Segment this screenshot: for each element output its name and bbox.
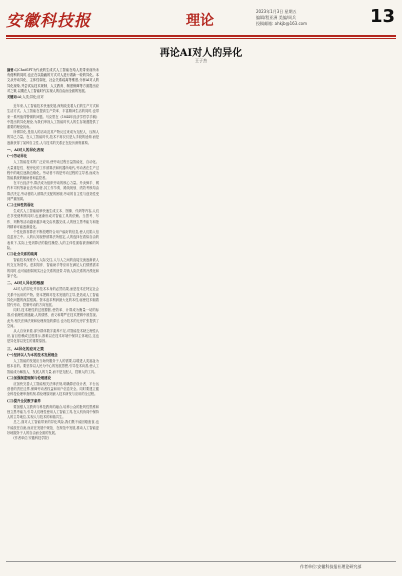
author-note: (作者单位:安徽科技学院)	[13, 436, 49, 441]
section-title: 理论	[186, 13, 214, 29]
column-1	[7, 68, 99, 558]
body-paragraph: 要加强人文教育与科技教育的融合,培养公众的批判性思维和独立思考能力,引导人们理性使用人工智能工具,在人机协同中保持人的主导地位,实现人与技术的和谐共生。	[7, 404, 99, 420]
masthead-logo: 安徽科技报	[6, 11, 92, 30]
keywords	[7, 95, 99, 100]
body-paragraph: 总之,面对人工智能带来的异化风险,我们既不能因噎废食,也不能放任自流,而应在发展中规范、在规范中发展,推动人工智能更好地服务于人的自由而全面的发展。	[7, 420, 99, 435]
abstract	[7, 68, 99, 94]
article-title: 再论AI对人的异化	[159, 48, 243, 59]
subsection-heading: (三)社会关系的疏离	[7, 251, 38, 256]
body-paragraph: 近年来,人工智能技术快速发展,深刻改变着人们的生产方式和生活方式。人工智能在提高生产效率、丰富精神生活的同时,也带来一系列值得警惕的问题。马克思在《1844年经济学哲学手稿》中提出的异化理论,为我们审视人工智能时代人的生存境遇提供了重要的理论视角。	[7, 104, 99, 130]
issue-date: 2023年1月3日 星期五	[256, 9, 297, 14]
article-author: 王子杰	[195, 58, 207, 63]
body-paragraph: AI对人的异化并非技术本身的必然结果,而是技术在特定社会关系中运用的产物。资本逻辑对技术发展的主导,是造成人工智能异化问题的深层根源。资本追求利润最大化的本性,驱使技术朝着替代劳动、控制劳动的方向发展。	[7, 287, 99, 307]
body-paragraph: 智能技术深度介入人际交往,人与人之间的直接交流逐渐被人机交互所替代。虚拟陪伴、智能助手等应用在满足人们情感需求的同时,也可能削弱现实社会关系的纽带,导致人际关系的冷漠化和原子化。	[7, 258, 99, 278]
section-heading: 一、AI对人的异化表现	[7, 147, 44, 152]
body-paragraph: 从人自身来看,部分群体数字素养不足,对智能技术缺乏理性认识,盲目依赖或过度排斥,都难以在技术环境中保持主体地位,这也是异化得以发生的重要原因。	[7, 328, 99, 344]
body-paragraph: 在平台经济中,算法成为组织劳动的核心力量。外卖骑手、网约车司机等新业态劳动者,其工作节奏、路线规划、绩效考核均由算法决定,劳动者陷入被算法支配的困境,劳动的自主性与创造性受到严重削弱。	[7, 181, 99, 201]
body-paragraph: 生成式人工智能能够快速生成文本、图像、代码等内容,人们在享受便利的同时,也逐渐形成对智能工具的依赖。当思考、写作、判断等活动越来越多地交由机器完成,人的独立思考能力和批判精神可能逐渐退化。	[7, 209, 99, 229]
page-number: 13	[370, 6, 396, 27]
abstract-label: 摘要:	[7, 68, 15, 72]
section-heading: 三、AI异化的应对之策	[7, 346, 44, 351]
subsection-heading: (一)劳动异化	[7, 154, 28, 159]
subsection-heading: (三)提升全民数字素养	[7, 398, 41, 403]
subsection-heading: (一)坚持以人为本的技术发展理念	[7, 352, 58, 357]
email-line: 投稿邮箱: ahkjb@163.com	[256, 21, 308, 26]
column-3	[201, 68, 293, 558]
body-paragraph: 同时,技术理性的过度膨胀,使效率、计算成为衡量一切的标准,价值理性被遮蔽,人的情感、意义和尊严在技术逻辑中被忽视。此外,相关法律法规和伦理规范的滞后,也为技术的无序扩张提供了空间。	[7, 308, 99, 328]
subsection-heading: (二)主体性的弱化	[7, 203, 34, 208]
abstract-text: 以ChatGPT为代表的生成式人工智能在给人类带来前所未有便利的同时,也正在以隐蔽的方式对人进行着新一轮的异化。本文从劳动异化、主体性弱化、社会关系疏离等维度,分析AI对人的异化现象,并尝试从技术规制、人文教育、制度保障等方面提出应对之策,以期在人工智能时代实现人的自由而全面的发展。	[7, 68, 99, 93]
editor-line: 编辑/程亚洲 美编/周兵	[256, 15, 296, 20]
subsection-heading: (二)加强制度规制与伦理建设	[7, 375, 51, 380]
body-paragraph: 人工智能的发展应当始终服务于人的需要,以增进人类福祉为根本目的。要坚持以人民为中心的发展思想,引导技术向善,使人工智能成为解放人、发展人的力量,而不是支配人、控制人的工具。	[7, 359, 99, 374]
header-rule	[6, 35, 396, 37]
keywords-text: AI;人类;异化;应对	[17, 95, 44, 100]
page-header	[0, 0, 402, 40]
column-2	[104, 68, 196, 558]
body-paragraph: 应加快完善人工智能相关法律法规,明确算法设计者、平台运营者的责任边界,保障劳动者权益和用户信息安全。同时要建立健全科技伦理审查机制,将伦理原则嵌入技术研发与应用的全过程。	[7, 381, 99, 397]
column-4	[298, 68, 390, 558]
footer-credit: 作者单位:安徽科技报社理论研究部	[300, 564, 362, 569]
footer-rule	[6, 561, 396, 562]
issue-meta	[256, 9, 307, 27]
keywords-label: 关键词:	[7, 95, 18, 100]
header-rule-thin	[6, 38, 396, 39]
section-heading: 二、AI对人异化的根源	[7, 280, 44, 285]
body-paragraph: 人工智能技术的广泛应用,使劳动过程日益智能化、自动化。大量重复性、程序化的工作被算法和机器所取代,劳动者在生产过程中的地位逐渐边缘化。劳动者不再是劳动过程的主导者,而成为智能系统的辅助者和监控者。	[7, 160, 99, 181]
body-paragraph: 个性化推荐算法不断投喂符合用户偏好的信息,使人们陷入信息茧房之中。人的认知视野被算法所框定,人的选择在看似自由的表象下,实际上受到算法的隐性操控,人的主体性面临被消解的风险。	[7, 230, 99, 250]
body-paragraph: 所谓异化,是指人的活动及其产物反过来成为支配人、压制人的异己力量。在人工智能时代,技术不再仅仅是人手段的延伸,而是逐渐获得了某种自主性,人与技术的关系正在经历深刻重构。	[7, 130, 99, 145]
